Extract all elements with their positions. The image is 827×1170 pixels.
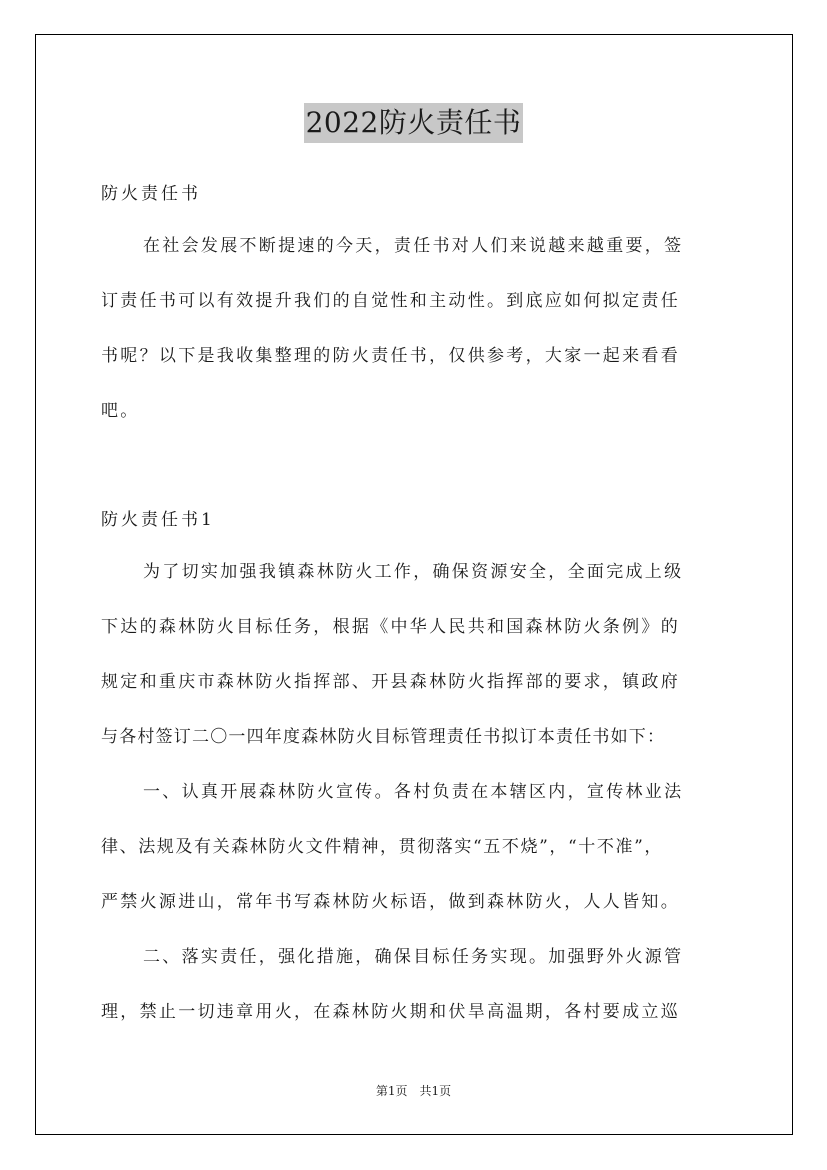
paragraph-line: 规定和重庆市森林防火指挥部、开县森林防火指挥部的要求，镇政府 xyxy=(101,672,680,692)
intro-line: 在社会发展不断提速的今天，责任书对人们来说越来越重要，签 xyxy=(143,236,684,256)
paragraph-line: 与各村签订二〇一四年度森林防火目标管理责任书拟订本责任书如下： xyxy=(101,727,666,747)
paragraph-line: 严禁火源进山，常年书写森林防火标语，做到森林防火，人人皆知。 xyxy=(101,892,680,912)
page-footer: 第1页 共1页 xyxy=(375,1084,452,1098)
paragraph-1 xyxy=(101,545,729,765)
paragraph-line: 二、落实责任，强化措施，确保目标任务实现。加强野外火源管 xyxy=(143,947,684,967)
intro-line: 订责任书可以有效提升我们的自觉性和主动性。到底应如何拟定责任 xyxy=(101,291,680,311)
intro-paragraph xyxy=(101,219,729,439)
document-title: 2022防火责任书 xyxy=(304,103,524,143)
title-container xyxy=(0,103,827,143)
intro-line: 书呢？以下是我收集整理的防火责任书，仅供参考，大家一起来看看 xyxy=(101,346,680,366)
document-subtitle: 防火责任书 xyxy=(101,184,201,204)
paragraph-3 xyxy=(101,930,729,1040)
intro-line: 吧。 xyxy=(101,401,140,421)
paragraph-2 xyxy=(101,765,729,930)
paragraph-line: 律、法规及有关森林防火文件精神，贯彻落实“五不烧”，“十不准”， xyxy=(101,837,663,857)
paragraph-line: 为了切实加强我镇森林防火工作，确保资源安全，全面完成上级 xyxy=(143,562,684,582)
paragraph-line: 下达的森林防火目标任务，根据《中华人民共和国森林防火条例》的 xyxy=(101,617,680,637)
paragraph-line: 理，禁止一切违章用火，在森林防火期和伏旱高温期，各村要成立巡 xyxy=(101,1002,680,1022)
paragraph-line: 一、认真开展森林防火宣传。各村负责在本辖区内，宣传林业法 xyxy=(143,782,684,802)
section-heading-1: 防火责任书1 xyxy=(101,510,215,530)
